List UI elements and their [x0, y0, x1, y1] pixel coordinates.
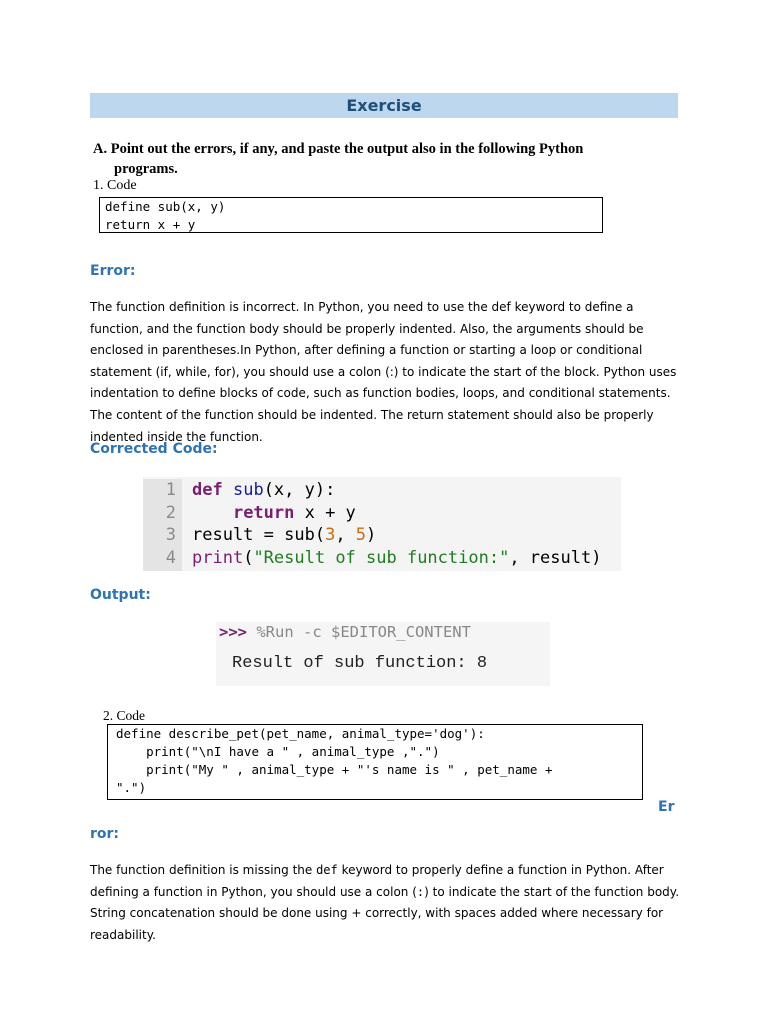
shell-output — [216, 622, 550, 686]
code-line: print("\nI have a " , animal_type ,".") — [116, 744, 440, 759]
code-line: define sub(x, y) — [105, 199, 226, 214]
text-run: The function definition is missing the — [90, 863, 317, 877]
code-line-1 — [192, 479, 601, 502]
code-text: , result) — [509, 547, 602, 568]
shell-result: Result of sub function: 8 — [232, 654, 488, 673]
code-line-4 — [192, 547, 601, 570]
code-text: x + y — [294, 502, 356, 523]
line-number-gutter — [143, 479, 182, 571]
keyword: return — [232, 502, 295, 523]
code-text: ) — [366, 525, 377, 545]
error-heading-2-part2: ror: — [90, 826, 120, 842]
code-line: define describe_pet(pet_name, animal_type='dog'): — [116, 726, 485, 741]
exercise-banner — [90, 93, 678, 118]
code-text: (x, y): — [263, 480, 336, 500]
string-literal: "Result of sub function:" — [253, 547, 510, 568]
text-run: keyword to properly define a function in Python. After defining a function in Python, you should use a colon ( — [90, 863, 664, 899]
error-description-2 — [90, 860, 690, 946]
shell-command-line — [219, 623, 471, 641]
question-a — [93, 139, 613, 179]
code-line: return x + y — [105, 217, 196, 232]
line-number: 1 — [165, 480, 176, 500]
shell-command: %Run -c $EDITOR_CONTENT — [247, 623, 471, 641]
error-description-1: The function definition is incorrect. In Python, you need to use the def keyword to define a function, and the function body should be properly indented. Also, the arguments should be enclosed in parentheses.In Python, after defining a function or starting a loop or conditional statement (if, while, for), you should use a colon (:) to indicate the start of the block. Python uses indentation to define blocks of code, such as function bodies, loops, and conditional statements. The content of the function should be indented. The return statement should also be properly indented inside the function. — [90, 300, 677, 444]
text-run: ) to indicate the start of the function body. String concatenation should be done using + correctly, with spaces added where necessary for readability. — [90, 884, 680, 942]
builtin: print — [192, 547, 244, 568]
code-line: print("My " , animal_type + "'s name is " , pet_name + — [116, 762, 553, 777]
function-name: sub — [232, 480, 264, 500]
number: 5 — [355, 525, 367, 545]
code-line-2 — [192, 502, 601, 525]
shell-prompt: >>> — [219, 623, 247, 641]
code-line: ".") — [116, 780, 147, 795]
line-number: 2 — [165, 502, 176, 523]
item1-code-box — [99, 197, 603, 233]
item1-label: 1. Code — [93, 178, 137, 193]
indent — [192, 503, 233, 523]
exercise-title: Exercise — [346, 96, 422, 115]
error-heading-1: Error: — [90, 263, 136, 279]
question-a-line1: A. Point out the errors, if any, and paste the output also in the following Python — [93, 141, 584, 157]
number: 3 — [325, 525, 336, 545]
code-text: result = sub( — [192, 525, 326, 545]
item2-label: 2. Code — [103, 708, 145, 723]
keyword: def — [192, 480, 223, 500]
corrected-code-heading: Corrected Code: — [90, 441, 218, 457]
inline-code: : — [416, 884, 425, 899]
line-number: 3 — [165, 525, 176, 545]
question-a-line2: programs. — [114, 161, 178, 177]
error-heading-2-part1: Er — [658, 799, 675, 815]
inline-code: def — [316, 863, 338, 877]
code-line-3 — [192, 524, 601, 547]
corrected-code-editor — [143, 477, 621, 571]
item2-code-box — [107, 724, 643, 800]
code-lines — [192, 479, 601, 569]
output-heading: Output: — [90, 587, 151, 603]
code-text: ( — [243, 547, 254, 568]
code-text: , — [335, 525, 356, 545]
line-number: 4 — [165, 547, 176, 568]
